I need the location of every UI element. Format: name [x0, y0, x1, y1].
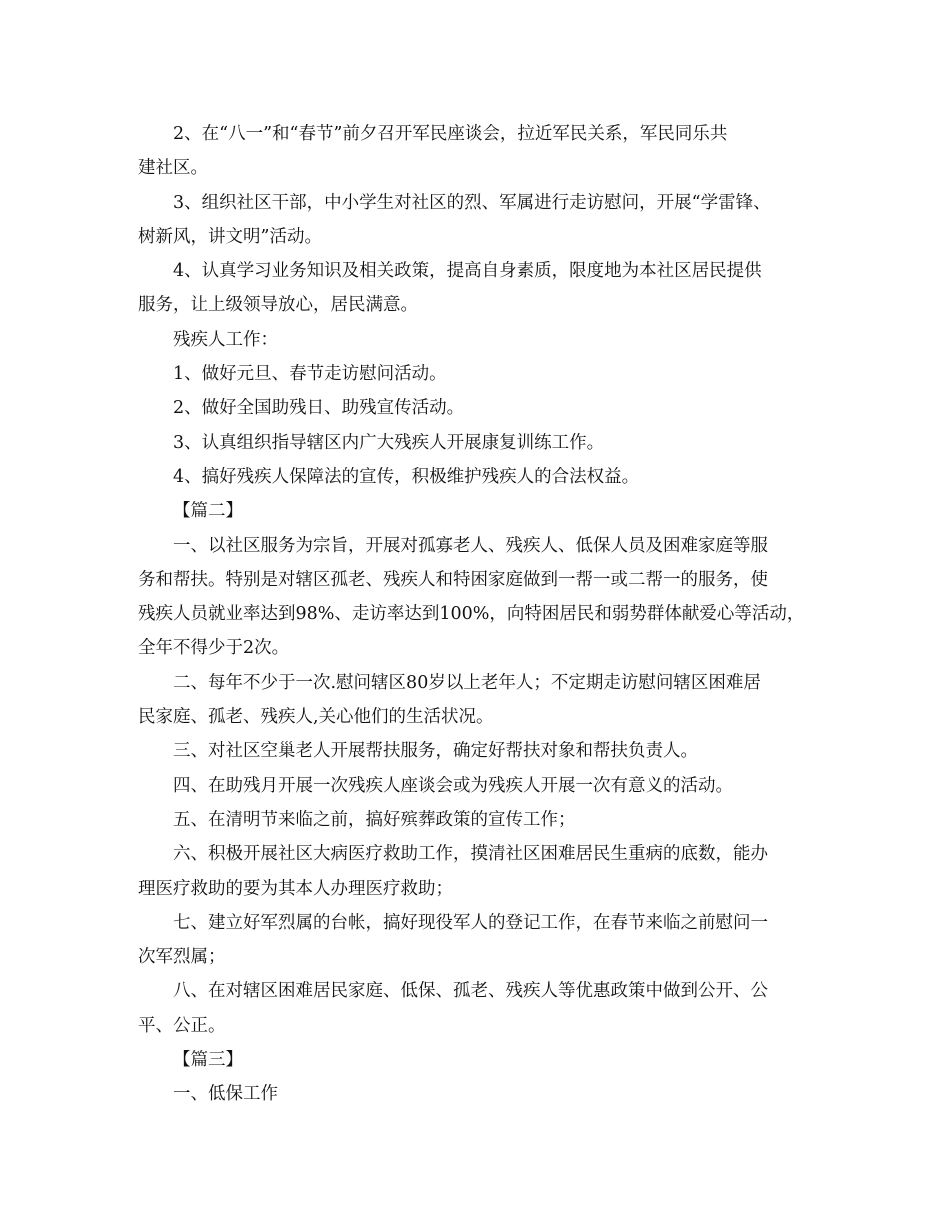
text-line: 3、认真组织指导辖区内广大残疾人开展康复训练工作。	[173, 432, 605, 453]
text-line: 树新风，讲文明”活动。	[138, 226, 322, 247]
text-line: 七、建立好军烈属的台帐，搞好现役军人的登记工作，在春节来临之前慰问一	[173, 912, 768, 933]
text-line: 1、做好元旦、春节走访慰问活动。	[173, 364, 447, 385]
text-line: 服务，让上级领导放心，居民满意。	[138, 295, 418, 316]
document-body	[138, 117, 812, 1112]
text-line: 4、搞好残疾人保障法的宣传，积极维护残疾人的合法权益。	[173, 466, 640, 487]
text-line: 残疾人工作：	[173, 329, 278, 350]
text-line: 三、对社区空巢老人开展帮扶服务，确定好帮扶对象和帮扶负责人。	[173, 741, 698, 762]
text-line: 残疾人员就业率达到98%、走访率达到100%，向特困居民和弱势群体献爱心等活动，	[138, 604, 805, 625]
text-line: 【篇二】	[173, 501, 243, 522]
text-line: 民家庭、孤老、残疾人,关心他们的生活状况。	[138, 707, 494, 728]
text-line: 一、以社区服务为宗旨，开展对孤寡老人、残疾人、低保人员及困难家庭等服	[173, 535, 768, 556]
text-line: 五、在清明节来临之前，搞好殡葬政策的宣传工作；	[173, 809, 576, 830]
text-line: 2、在“八一”和“春节”前夕召开军民座谈会，拉近军民关系，军民同乐共	[173, 124, 728, 144]
text-line: 【篇三】	[173, 1050, 243, 1071]
text-line: 平、公正。	[138, 1015, 226, 1036]
text-line: 建社区。	[138, 158, 208, 179]
text-line: 次军烈属；	[138, 947, 226, 968]
text-line: 4、认真学习业务知识及相关政策，提高自身素质，限度地为本社区居民提供	[173, 261, 762, 282]
text-line: 全年不得少于2次。	[138, 638, 290, 659]
text-line: 2、做好全国助残日、助残宣传活动。	[173, 398, 465, 419]
text-line: 二、每年不少于一次.慰问辖区80岁以上老年人；不定期走访慰问辖区困难居	[173, 672, 761, 693]
text-line: 务和帮扶。特别是对辖区孤老、残疾人和特困家庭做到一帮一或二帮一的服务，使	[138, 569, 768, 590]
text-line: 四、在助残月开展一次残疾人座谈会或为残疾人开展一次有意义的活动。	[173, 775, 733, 796]
text-line: 六、积极开展社区大病医疗救助工作，摸清社区困难居民生重病的底数，能办	[173, 844, 768, 865]
text-line: 3、组织社区干部，中小学生对社区的烈、军属进行走访慰问，开展“学雷锋、	[173, 192, 771, 213]
text-line: 一、低保工作	[173, 1084, 278, 1105]
text-line: 理医疗救助的要为其本人办理医疗救助；	[138, 878, 453, 899]
text-line: 八、在对辖区困难居民家庭、低保、孤老、残疾人等优惠政策中做到公开、公	[173, 981, 768, 1002]
